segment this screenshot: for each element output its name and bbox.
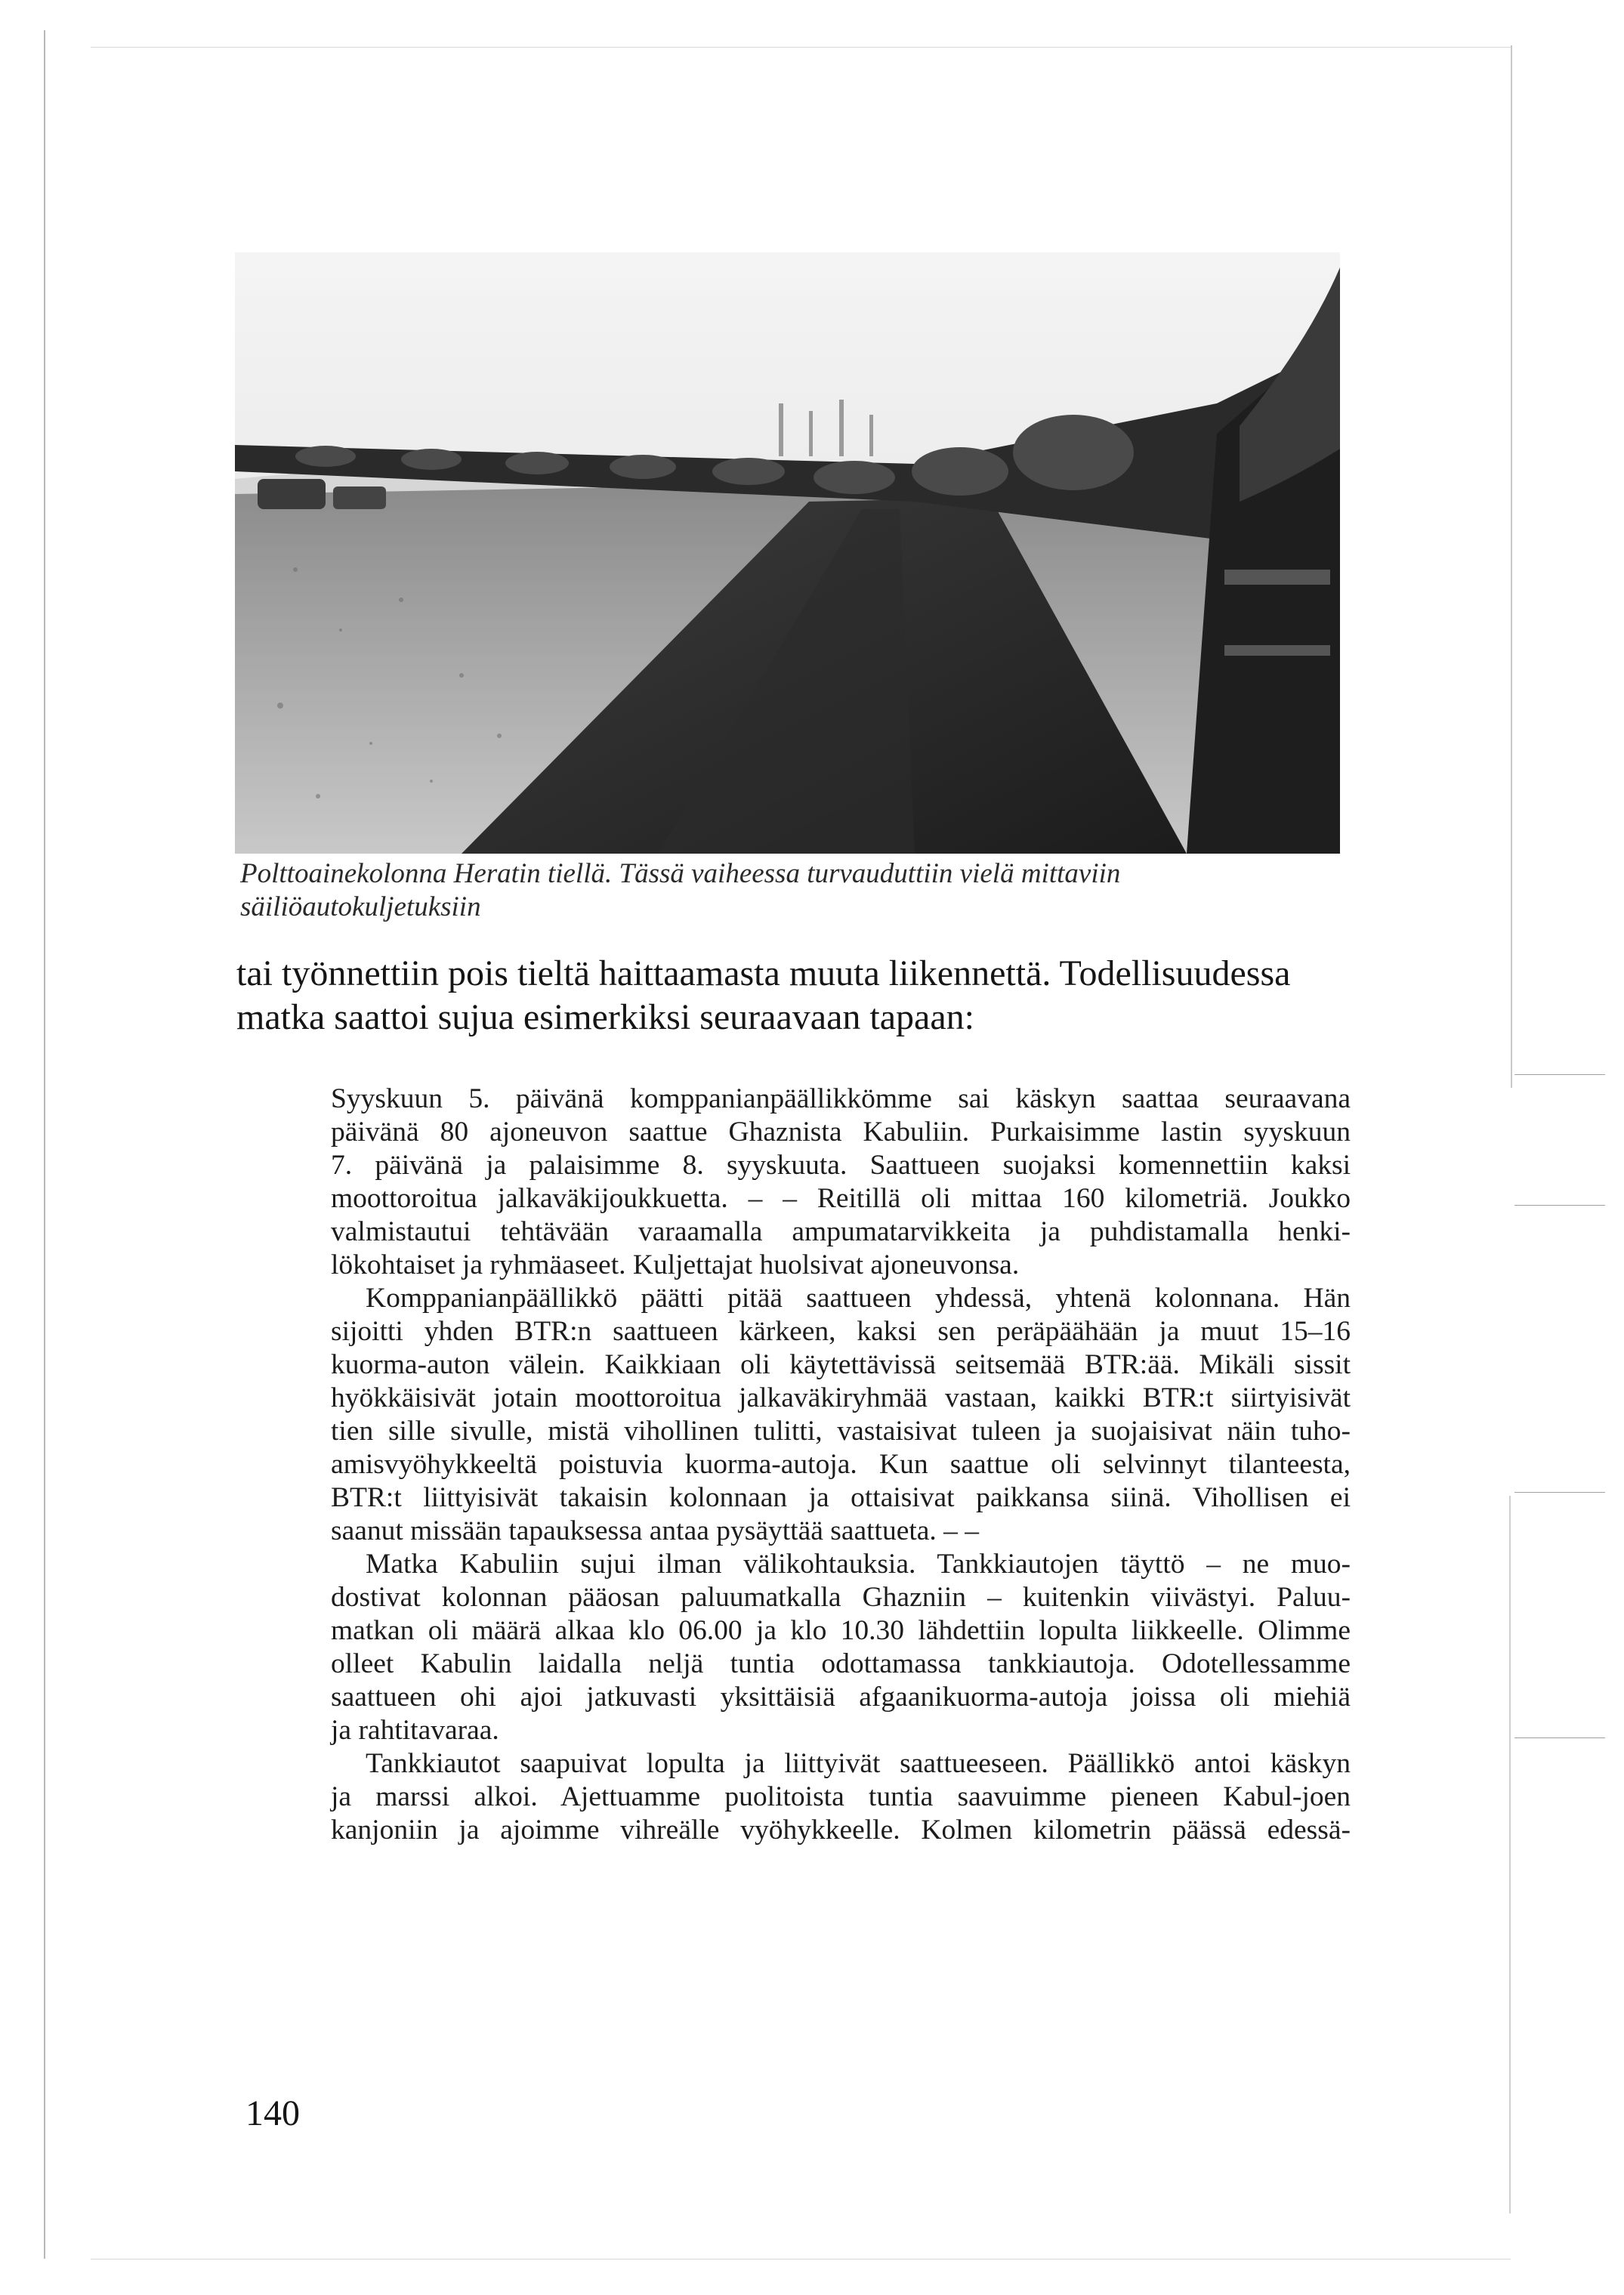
text-line: matka saattoi sujua esimerkiksi seuraavaan tapaan:: [236, 997, 974, 1037]
text-line: Komppanianpäällikkö päätti pitää saattueen yhdessä, yhtenä kolonnana. Hän: [366, 1283, 1351, 1314]
text-line: kanjoniin ja ajoimme vihreälle vyöhykkeelle. Kolmen kilometrin päässä edessä-: [331, 1815, 1351, 1846]
convoy-photo-drawing: [235, 252, 1340, 854]
text-line: saanut missään tapauksessa antaa pysäyttää saattueta. – –: [331, 1515, 980, 1546]
text-line: tai työnnettiin pois tieltä haittaamasta muuta liikennettä. Todellisuudessa: [236, 953, 1291, 993]
text-line: sijoitti yhden BTR:n saattueen kärkeen, kaksi sen peräpäähään ja muut 15–16: [331, 1316, 1351, 1347]
figure-caption: [240, 857, 1343, 924]
text-line: kuorma-auton välein. Kaikkiaan oli käytettävissä seitsemää BTR:ää. Mikäli sissit: [331, 1349, 1351, 1380]
text-line: olleet Kabulin laidalla neljä tuntia odottamassa tankkiautoja. Odotellessamme: [331, 1648, 1351, 1679]
caption-line: Polttoainekolonna Heratin tiellä. Tässä vaiheessa turvauduttiin vielä mittaviin: [240, 858, 1121, 889]
text-line: ja marssi alkoi. Ajettuamme puolitoista tuntia saavuimme pieneen Kabul-joen: [331, 1781, 1351, 1812]
text-line: Matka Kabuliin sujui ilman välikohtauksia. Tankkiautojen täyttö – ne muo-: [366, 1549, 1351, 1580]
text-line: päivänä 80 ajoneuvon saattue Ghaznista Kabuliin. Purkaisimme lastin syyskuun: [331, 1117, 1351, 1148]
text-line: tien sille sivulle, mistä vihollinen tulitti, vastaisivat tuleen ja suojaisivat näin tuho-: [331, 1416, 1351, 1447]
margin-tick: [1514, 1492, 1605, 1493]
text-line: valmistautui tehtävään varaamalla ampumatarvikkeita ja puhdistamalla henki-: [331, 1216, 1351, 1247]
text-line: hyökkäisivät jotain moottoroitua jalkaväkiryhmää vastaan, kaikki BTR:t siirtyisivät: [331, 1382, 1351, 1413]
margin-tick: [1514, 1737, 1605, 1738]
margin-tick: [1514, 1074, 1605, 1075]
text-line: saattueen ohi ajoi jatkuvasti yksittäisiä afgaanikuorma-autoja joissa oli miehiä: [331, 1682, 1351, 1713]
text-line: lökohtaiset ja ryhmäaseet. Kuljettajat huolsivat ajoneuvonsa.: [331, 1249, 1020, 1280]
scan-edge-left: [44, 30, 45, 2259]
convoy-photo: [235, 252, 1340, 854]
text-line: ja rahtitavaraa.: [331, 1715, 499, 1746]
scan-edge-top: [91, 47, 1511, 48]
text-line: amisvyöhykkeeltä poistuvia kuorma-autoja. Kun saattue oli selvinnyt tilanteesta,: [331, 1449, 1351, 1480]
lead-paragraph: [236, 952, 1347, 1039]
scan-edge-right-lower: [1509, 1496, 1511, 2213]
text-line: moottoroitua jalkaväkijoukkuetta. – – Reitillä oli mittaa 160 kilometriä. Joukko: [331, 1183, 1351, 1214]
text-line: Tankkiautot saapuivat lopulta ja liittyivät saattueeseen. Päällikkö antoi käskyn: [366, 1748, 1351, 1779]
text-line: Syyskuun 5. päivänä komppanianpäällikkömme sai käskyn saattaa seuraavana: [331, 1083, 1351, 1114]
text-line: matkan oli määrä alkaa klo 06.00 ja klo 10.30 lähdettiin lopulta liikkeelle. Olimme: [331, 1615, 1351, 1646]
scan-edge-right: [1511, 45, 1512, 1088]
caption-line: säiliöautokuljetuksiin: [240, 891, 481, 922]
page-number: 140: [245, 2093, 300, 2133]
text-line: dostivat kolonnan pääosan paluumatkalla Ghazniin – kuitenkin viivästyi. Paluu-: [331, 1582, 1351, 1613]
text-line: BTR:t liittyisivät takaisin kolonnaan ja ottaisivat paikkansa siinä. Vihollisen ei: [331, 1482, 1351, 1513]
quoted-passage: [331, 1083, 1351, 1847]
text-line: 7. päivänä ja palaisimme 8. syyskuuta. Saattueen suojaksi komennettiin kaksi: [331, 1150, 1351, 1181]
margin-tick: [1514, 1205, 1605, 1206]
